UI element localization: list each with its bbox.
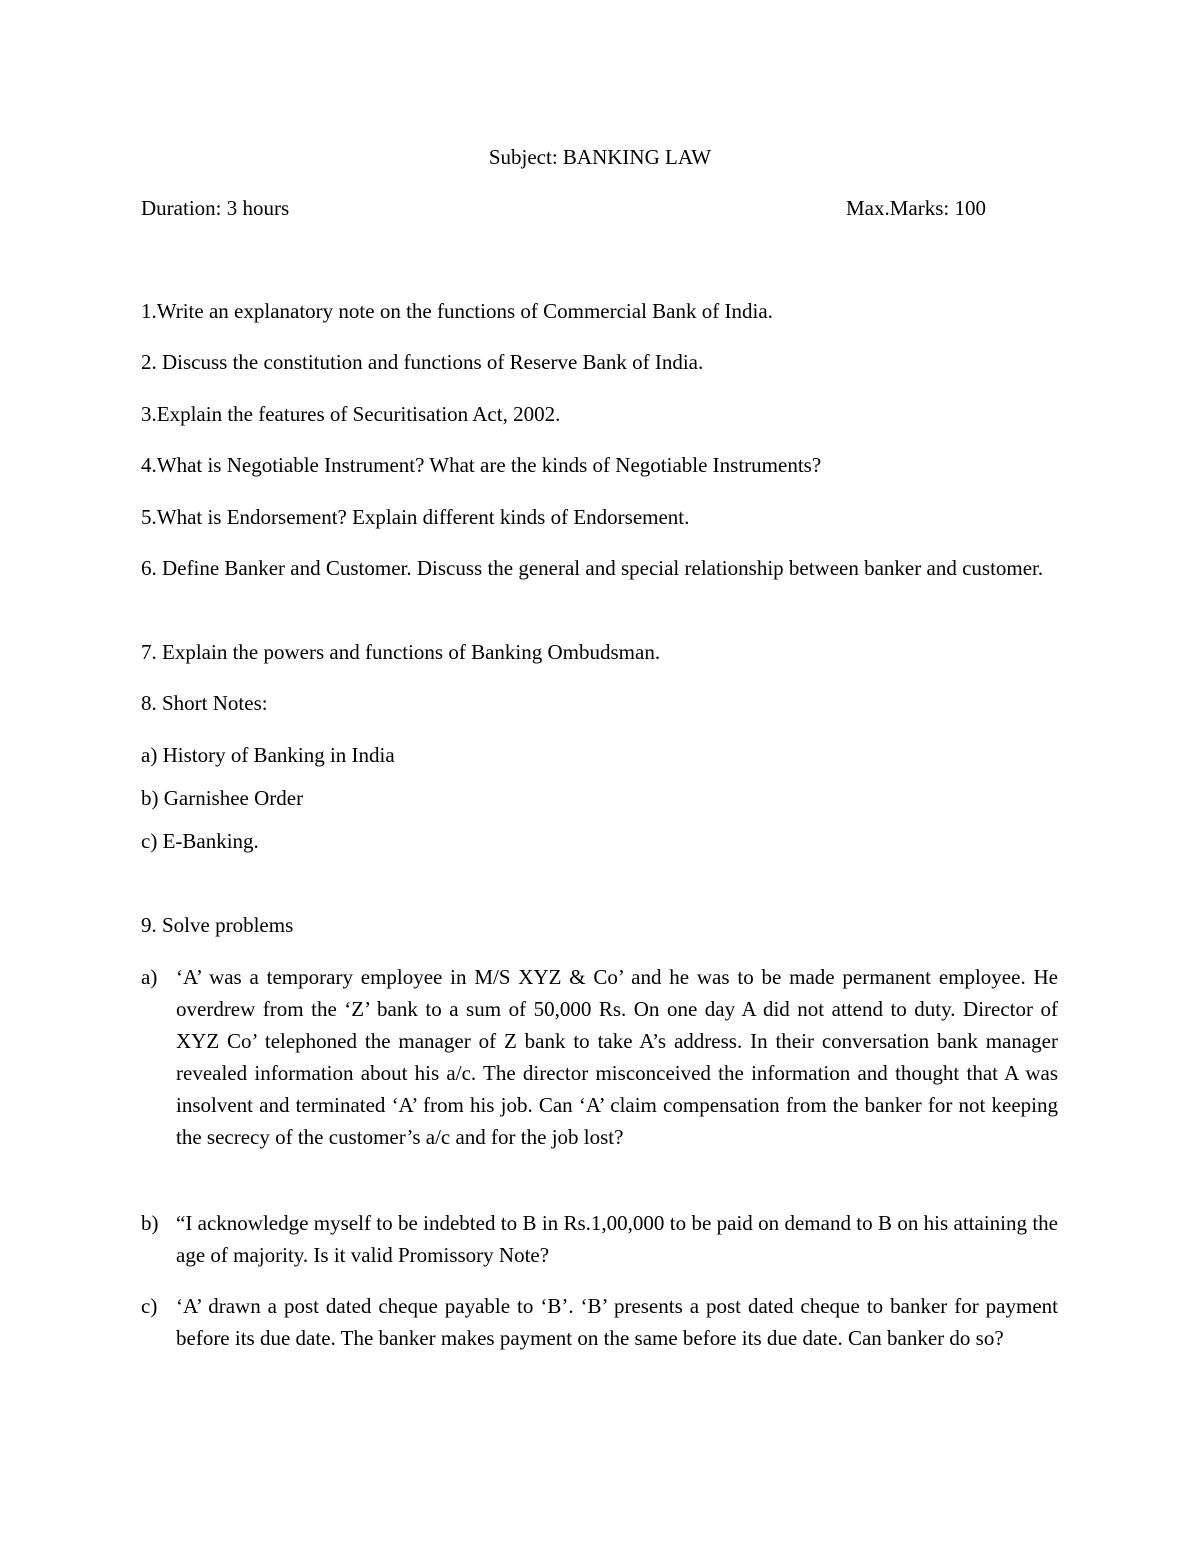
question-1: 1.Write an explanatory note on the functions of Commercial Bank of India. [141,299,773,323]
question-7: 7. Explain the powers and functions of Banking Ombudsman. [141,640,661,664]
problem-label: b) [141,1211,159,1235]
question-8: 8. Short Notes: [141,691,268,715]
question-5: 5.What is Endorsement? Explain different kinds of Endorsement. [141,505,690,529]
duration-label: Duration: 3 hours [141,196,290,220]
short-note-item: c) E-Banking. [141,829,259,853]
problem-label: a) [141,965,158,989]
problem-text: “I acknowledge myself to be indebted to B in Rs.1,00,000 to be paid on demand to B on his attaining the age of majority. Is it valid Promissory Note? [176,1211,1058,1267]
problem-text: ‘A’ was a temporary employee in M/S XYZ & Co’ and he was to be made permanent employee. He overdrew from the ‘Z’ bank to a sum of 50,000 Rs. On one day A did not attend to duty. Director of XYZ Co’ telephoned the manager of Z bank to take A’s address. In their conversation bank manager revealed information about his a/c. The director misconceived the information and thought that A was insolvent and terminated ‘A’ from his job. Can ‘A’ claim compensation from the banker for not keeping the secrecy of the customer’s a/c and for the job lost? [176,965,1058,1149]
short-note-item: a) History of Banking in India [141,743,395,767]
question-6: 6. Define Banker and Customer. Discuss the general and special relationship between banker and customer. [141,556,1044,580]
max-marks-label: Max.Marks: 100 [846,196,986,220]
problem-text: ‘A’ drawn a post dated cheque payable to ‘B’. ‘B’ presents a post dated cheque to banker for payment before its due date. The banker makes payment on the same before its due date. Can banker do so? [176,1294,1058,1350]
question-3: 3.Explain the features of Securitisation Act, 2002. [141,402,561,426]
problem-label: c) [141,1294,158,1318]
question-2: 2. Discuss the constitution and functions of Reserve Bank of India. [141,350,704,374]
question-4: 4.What is Negotiable Instrument? What are the kinds of Negotiable Instruments? [141,453,822,477]
short-note-item: b) Garnishee Order [141,786,304,810]
question-9: 9. Solve problems [141,913,294,937]
subject-title: Subject: BANKING LAW [488,145,712,169]
